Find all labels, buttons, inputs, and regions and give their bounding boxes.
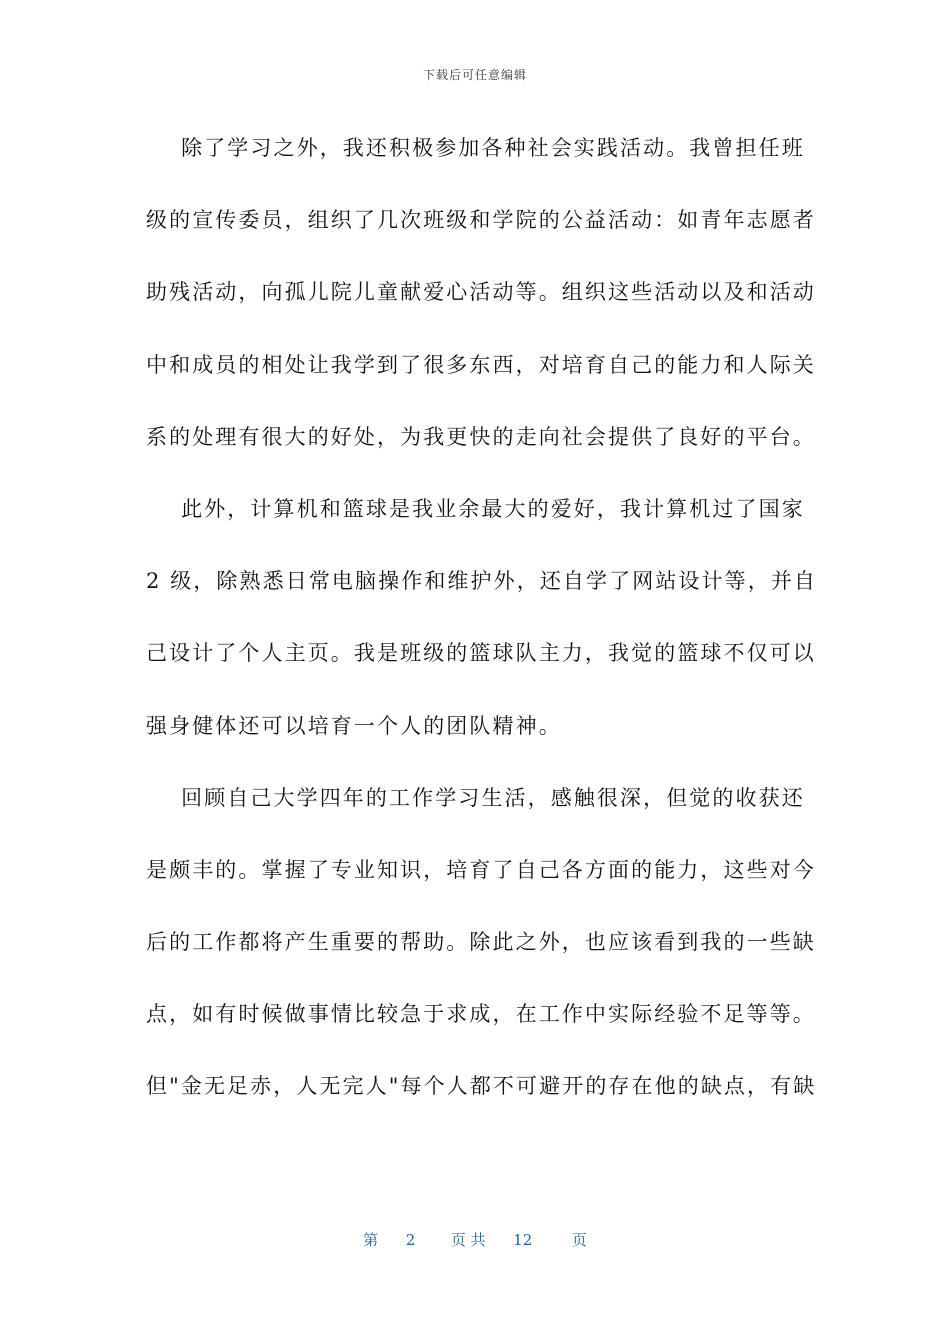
text-line: 除了学习之外，我还积极参加各种社会实践活动。我曾担任班 [146, 136, 805, 160]
text-line: 回顾自己大学四年的工作学习生活，感触很深，但觉的收获还 [146, 785, 805, 810]
footer-page-number: 2 [405, 1231, 416, 1249]
text-line: 系的处理有很大的好处，为我更快的走向社会提供了良好的平台。 [146, 424, 816, 449]
text-line: 后的工作都将产生重要的帮助。除此之外，也应该看到我的一些缺 [146, 930, 816, 955]
document-body [146, 126, 818, 1137]
text-line: 是颇丰的。掌握了专业知识，培育了自己各方面的能力，这些对今 [146, 857, 816, 882]
footer-page-total: 12 [513, 1231, 533, 1249]
text-line: 2 级，除熟悉日常电脑操作和维护外，还自学了网站设计等，并自 [146, 569, 818, 594]
text-line: 强身健体还可以培育一个人的团队精神。 [146, 713, 562, 738]
text-line: 中和成员的相处让我学到了很多东西，对培育自己的能力和人际关 [146, 352, 816, 377]
page-header: 下载后可任意编辑 [422, 68, 527, 82]
text-line: 己设计了个人主页。我是班级的篮球队主力，我觉的篮球不仅可以 [146, 641, 816, 666]
text-line: 助残活动，向孤儿院儿童献爱心活动等。组织这些活动以及和活动 [146, 280, 816, 305]
footer-page-prefix: 第 [363, 1231, 379, 1249]
footer-page-suffix: 页 [571, 1231, 587, 1249]
page-footer [0, 1229, 950, 1250]
footer-page-middle: 页 共 [450, 1231, 486, 1249]
text-line: 级的宣传委员，组织了几次班级和学院的公益活动：如青年志愿者 [146, 208, 816, 233]
text-line: 此外，计算机和篮球是我业余最大的爱好，我计算机过了国家 [146, 496, 805, 521]
text-line: 点，如有时候做事情比较急于求成，在工作中实际经验不足等等。 [146, 1002, 816, 1027]
text-line: 但"金无足赤，人无完人"每个人都不可避开的存在他的缺点，有缺 [146, 1074, 817, 1099]
